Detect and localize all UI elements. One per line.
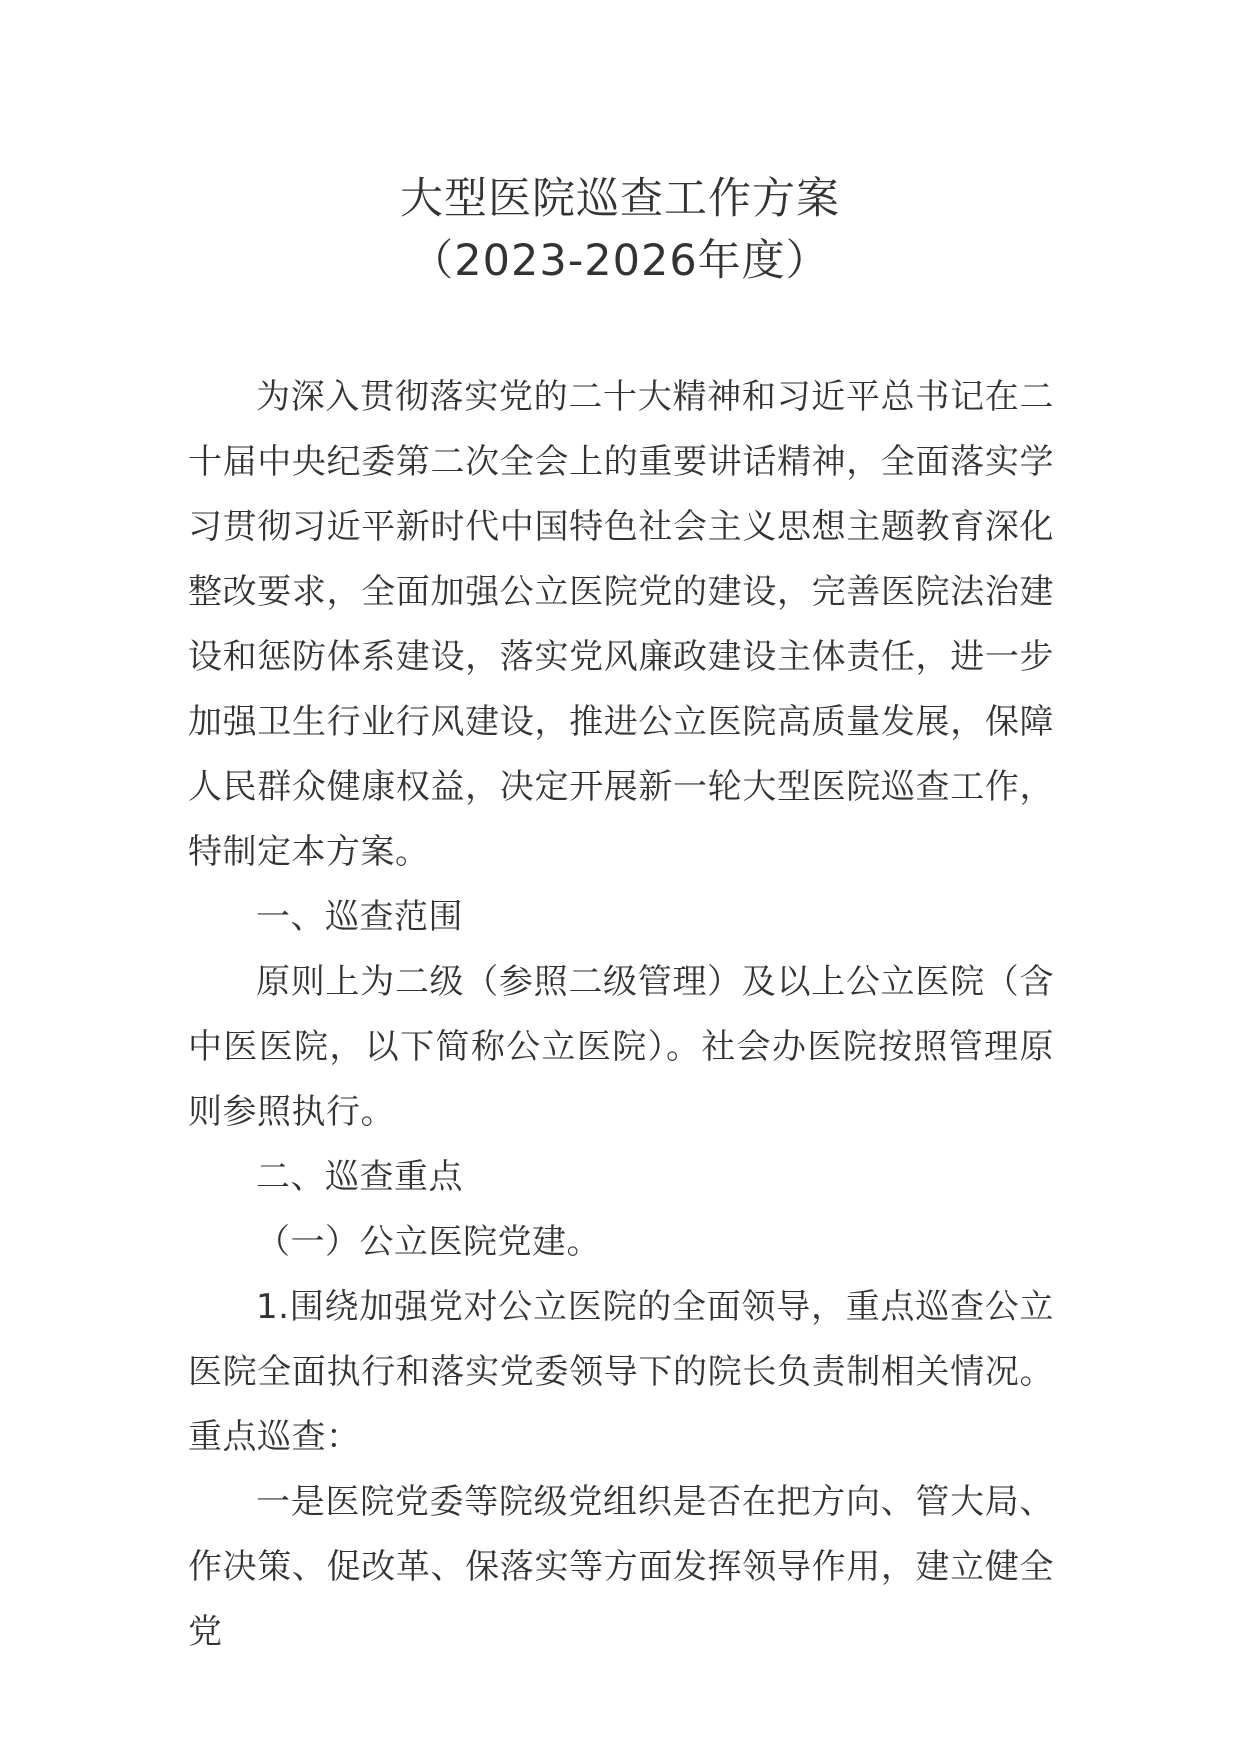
item-paragraph-1: 1.围绕加强党对公立医院的全面领导，重点巡查公立医院全面执行和落实党委领导下的院长负责制相关情况。重点巡查：	[188, 1287, 1054, 1457]
document-title: 大型医院巡查工作方案	[400, 174, 840, 224]
intro-paragraph: 为深入贯彻落实党的二十大精神和习近平总书记在二十届中央纪委第二次全会上的重要讲话精神，全面落实学习贯彻习近平新时代中国特色社会主义思想主题教育深化整改要求，全面加强公立医院党的建设，完善医院法治建设和惩防体系建设，落实党风廉政建设主体责任，进一步加强卫生行业行风建设，推进公立医院高质量发展，保障人民群众健康权益，决定开展新一轮大型医院巡查工作，特制定本方案。	[188, 377, 1054, 872]
scope-paragraph: 原则上为二级（参照二级管理）及以上公立医院（含中医医院，以下简称公立医院）。社会办医院按照管理原则参照执行。	[188, 962, 1054, 1132]
subsection-heading-party-building: （一）公立医院党建。	[256, 1222, 601, 1262]
document-body	[188, 365, 1054, 1665]
document-subtitle: （2023-2026年度）	[410, 236, 830, 286]
section-heading-scope: 一、巡查范围	[256, 897, 463, 937]
section-heading-focus: 二、巡查重点	[256, 1157, 463, 1197]
point-paragraph-1: 一是医院党委等院级党组织是否在把方向、管大局、作决策、促改革、保落实等方面发挥领导作用，建立健全党	[188, 1482, 1054, 1652]
